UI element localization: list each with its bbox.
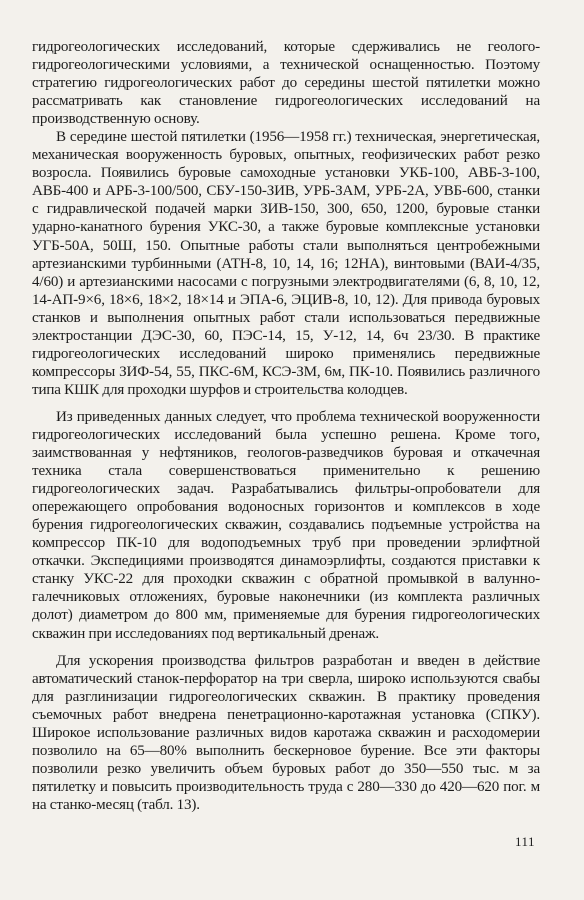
page-number: 111	[515, 834, 536, 849]
paragraph-3: Из приведенных данных следует, что проблема технической вооруженности гидрогеологических исследований была успешно решена. Кроме того, заимствованная у нефтяников, геологов-разведчиков буровая и откачечная техника стала совершенствоваться применительно к решению гидрогеологических задач. Разрабатывались фильтры-опробователи для опережающего опробования водоносных горизонтов и комплексов в ходе бурения гидрогеологических скважин, создавались подъемные устройства на компрессор ПК-10 для водоподъемных труб при проведении эрлифтной откачки. Экспедициями производятся динамоэрлифты, создаются приставки к станку УКС-22 для проходки скважин с обратной промывкой в валунно-галечниковых отложениях, буровые наконечники (из комплекта различных долот) диаметром до 800 мм, применяемые для бурения гидрогеологических скважин при исследованиях под вертикальный дренаж.	[32, 408, 540, 642]
paragraph-4: Для ускорения производства фильтров разработан и введен в действие автоматический станок-перфоратор на три сверла, широко используются свабы для разглинизации гидрогеологических скважин. В практику проведения съемочных работ внедрена пенетрационно-каротажная установка (СПКУ). Широкое использование различных видов каротажа скважин и расходомерии позволило на 65—80% выполнить бескерновое бурение. Все эти факторы позволили резко увеличить объем буровых работ до 350—550 тыс. м за пятилетку и повысить производительность труда с 280—330 до 420—620 пог. м на станко-месяц (табл. 13).	[32, 652, 540, 813]
paragraph-1: гидрогеологических исследований, которые сдерживались не геолого-гидрогеологическими условиями, а технической оснащенностью. Поэтому стратегию гидрогеологических работ до середины шестой пятилетки можно рассматривать как становление гидрогеологических исследований на производственную основу.	[32, 39, 540, 128]
body-text	[32, 38, 540, 814]
paragraph-2: В середине шестой пятилетки (1956—1958 гг.) техническая, энергетическая, механическая вооруженность буровых, опытных, геофизических работ резко возросла. Появились буровые самоходные установки УКБ-100, АВБ-3-100, АВБ-400 и АРБ-3-100/500, СБУ-150-ЗИВ, УРБ-ЗАМ, УРБ-2А, УВБ-600, станки с гидравлической подачей марки ЗИВ-150, 300, 650, 1200, буровые станки ударно-канатного бурения УКС-30, а также буровые комплексные установки УГБ-50А, 50Ш, 150. Опытные работы стали выполняться центробежными артезианскими турбинными (АТН-8, 10, 14, 16; 12НА), винтовыми (ВАИ-4/35, 4/60) и артезианскими насосами с погрузными электродвигателями (6, 8, 10, 12, 14-АП-9×6, 18×6, 18×2, 18×14 и ЭПА-6, ЭЦИВ-8, 10, 12). Для привода буровых станков и выполнения опытных работ стали использоваться передвижные электростанции ДЭС-30, 60, ПЭС-14, 15, У-12, 14, 6ч 23/30. В практике гидрогеологических исследований широко применялись передвижные компрессоры ЗИФ-54, 55, ПКС-6М, КСЭ-ЗМ, 6м, ПК-10. Появились различного типа КШК для проходки шурфов и строительства колодцев.	[32, 129, 540, 398]
